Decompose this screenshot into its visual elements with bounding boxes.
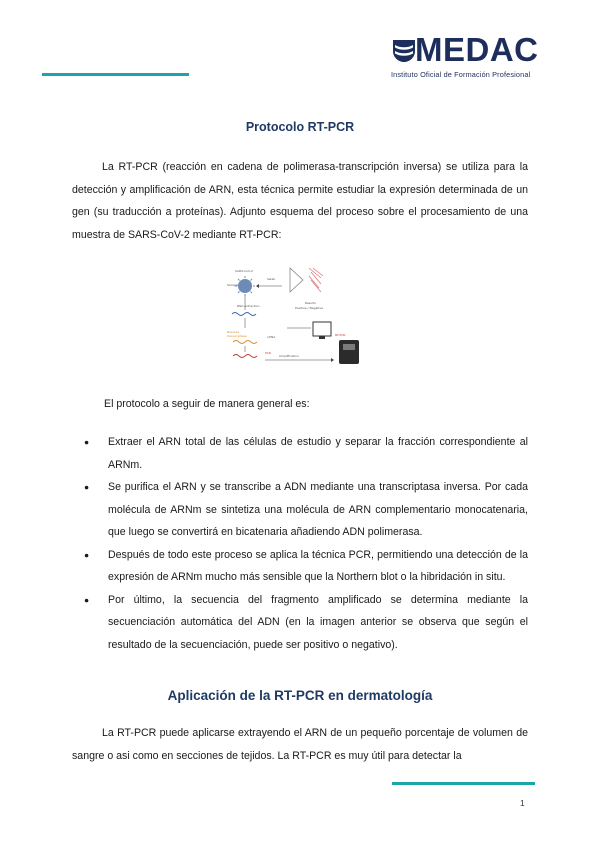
svg-text:PCR: PCR: [265, 351, 271, 355]
svg-text:Positive / Negative: Positive / Negative: [295, 306, 323, 310]
shield-icon: [392, 39, 416, 63]
section-title-dermatologia: Aplicación de la RT-PCR en dermatología: [167, 688, 433, 703]
list-item: ● Después de todo este proceso se aplica la técnica PCR, permitiendo una detección de la expresión de ARNm mucho más sensible que la Northern blot o la hibridación in situ.: [82, 544, 528, 589]
footer-accent-rule: [392, 782, 535, 785]
page-number: 1: [520, 798, 525, 808]
protocol-steps-list: [82, 431, 528, 656]
svg-text:SARS-CoV-2: SARS-CoV-2: [235, 269, 253, 273]
logo-subtitle: Instituto Oficial de Formación Profesional: [391, 70, 531, 79]
list-item: ● Por último, la secuencia del fragmento amplificado se determina mediante la secuenciación automática del ADN (en la imagen anterior se observa que según el resultado de la secuenciación, puede ser positivo o negativo).: [82, 589, 528, 657]
monitor-icon: [313, 322, 331, 336]
svg-text:Sample: Sample: [227, 283, 239, 287]
svg-text:RT-PCR: RT-PCR: [335, 333, 346, 337]
svg-text:Swab: Swab: [267, 277, 276, 281]
virus-icon: [238, 279, 252, 293]
medac-logo: [389, 31, 549, 83]
thermocycler-icon: [339, 340, 359, 364]
svg-text:RNA extraction: RNA extraction: [237, 304, 260, 308]
swab-icon: [290, 268, 303, 292]
svg-text:transcriptase: transcriptase: [227, 334, 247, 338]
svg-text:Results: Results: [305, 301, 316, 305]
list-item: ● Se purifica el ARN y se transcribe a ADN mediante una transcriptasa inversa. Por cada molécula de ARNm se sintetiza una molécula de ARN complementario monocatenaria, que luego se convertirá en bicatenaria añadiendo ADN polimerasa.: [82, 476, 528, 544]
intro-paragraph: La RT-PCR (reacción en cadena de polimerasa-transcripción inversa) se utiliza para la detección y amplificación de ARN, esta técnica permite estudiar la expresión determinada de un gen (su traducción a proteínas). Adjunto esquema del proceso sobre el procesamiento de una muestra de SARS-CoV-2 mediante RT-PCR:: [72, 161, 528, 241]
protocol-lead-text: El protocolo a seguir de manera general es:: [104, 398, 310, 410]
svg-text:cDNA: cDNA: [267, 335, 276, 339]
svg-text:Reverse: Reverse: [227, 330, 240, 334]
list-item: ● Extraer el ARN total de las células de estudio y separar la fracción correspondiente al ARNm.: [82, 431, 528, 476]
dermatology-paragraph: La RT-PCR puede aplicarse extrayendo el ARN de un pequeño porcentaje de volumen de sangre o asi como en secciones de tejidos. La RT-PCR es muy útil para detectar la: [72, 727, 528, 762]
logo-wordmark: MEDAC: [415, 31, 539, 68]
rt-pcr-process-figure: [227, 262, 367, 378]
svg-text:Amplification: Amplification: [279, 354, 299, 358]
patient-icon: [309, 268, 323, 292]
section-title-protocolo: Protocolo RT-PCR: [245, 120, 355, 134]
header-accent-rule: [42, 73, 189, 76]
